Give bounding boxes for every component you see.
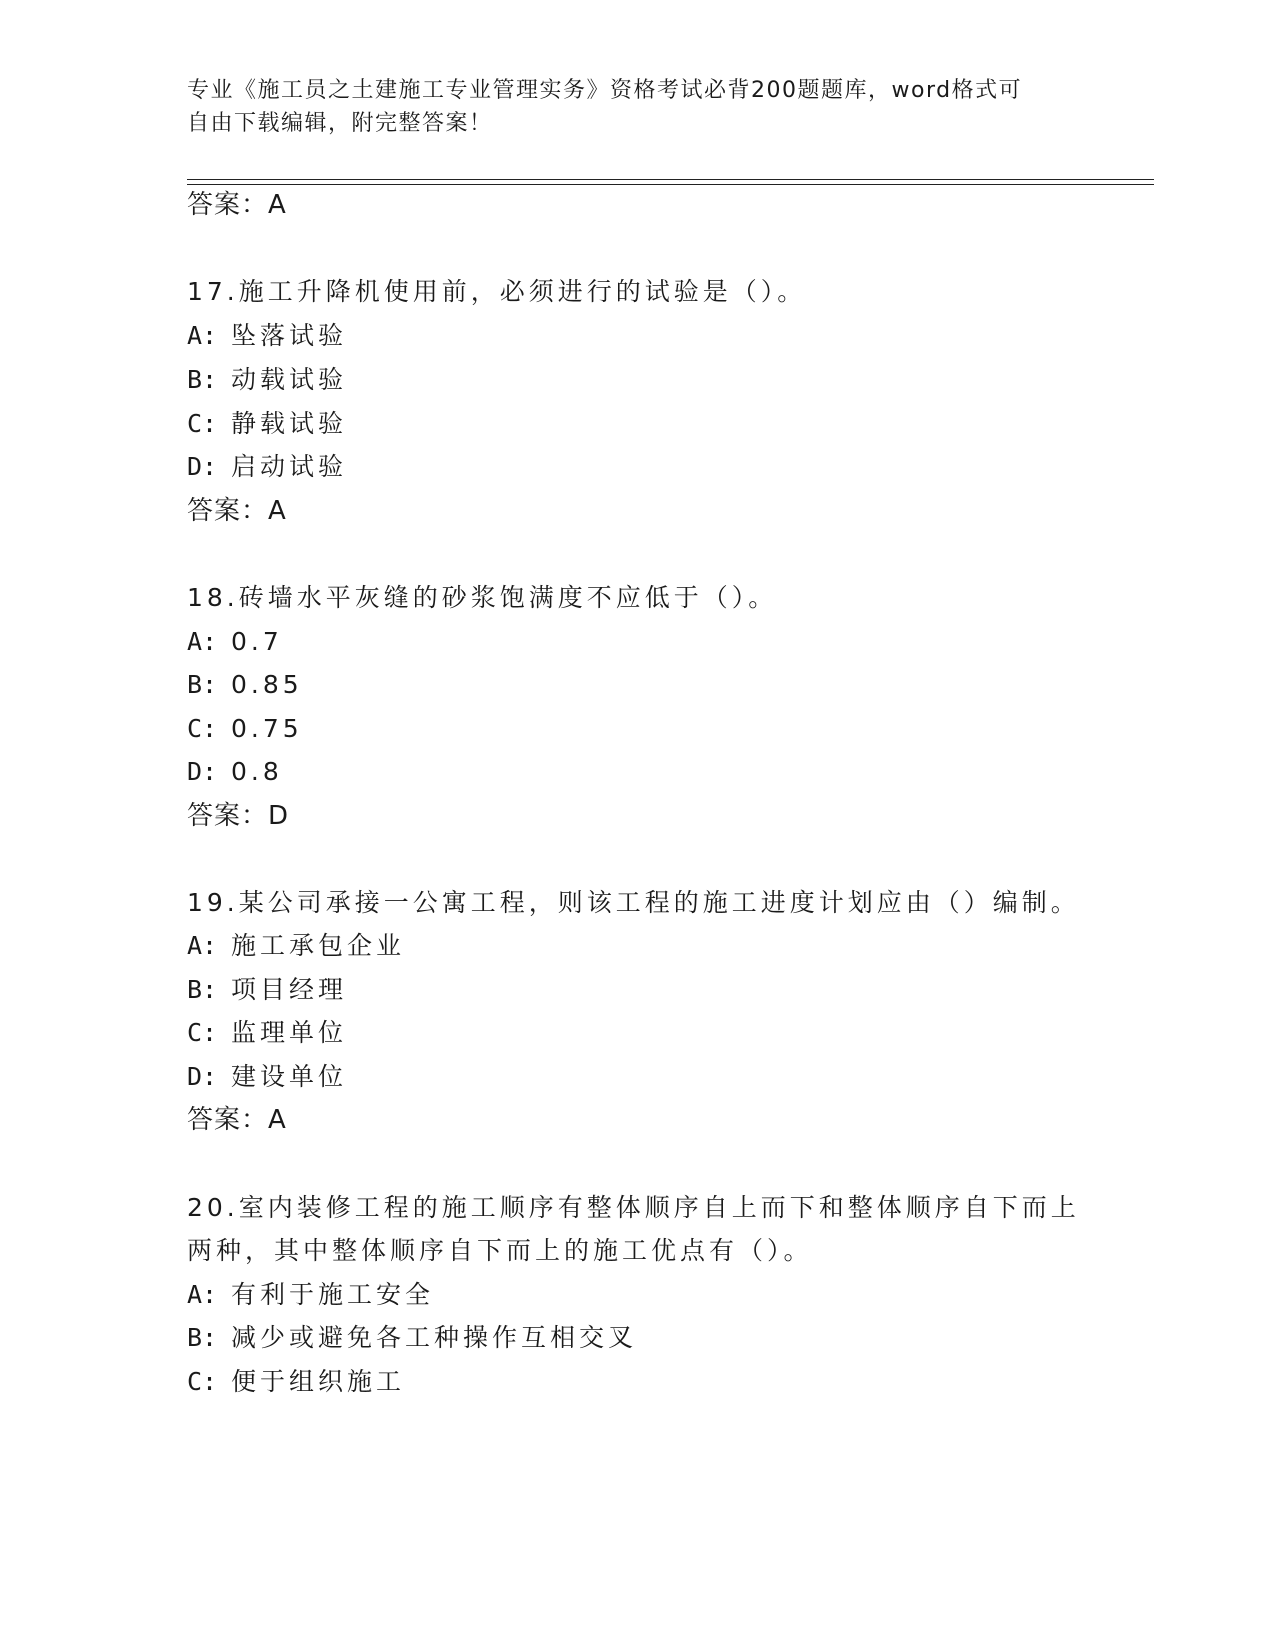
answer-value: A [268, 190, 287, 220]
answer-line [187, 801, 289, 831]
option-text: 0.85 [231, 670, 303, 699]
option-item [187, 670, 303, 700]
option-text: 有利于施工安全 [231, 1280, 435, 1309]
answer-value: D [268, 801, 290, 831]
option-text: 启动试验 [231, 452, 348, 481]
option-text: 静载试验 [231, 409, 348, 438]
option-text: 减少或避免各工种操作互相交叉 [231, 1323, 638, 1352]
question-number: 18. [187, 583, 239, 612]
question-text: 某公司承接一公寓工程，则该工程的施工进度计划应由（）编制。 [238, 888, 1080, 917]
option-text: 项目经理 [231, 975, 348, 1004]
option-item [187, 409, 347, 439]
option-label: D: [187, 452, 218, 481]
option-item [187, 365, 347, 395]
option-label: D: [187, 757, 218, 786]
option-label: B: [187, 365, 218, 394]
option-item [187, 975, 347, 1005]
question-text: 施工升降机使用前，必须进行的试验是（）。 [238, 277, 807, 306]
header-divider-top [187, 179, 1154, 180]
answer-label: 答案： [187, 496, 269, 526]
question-text: 砖墙水平灰缝的砂浆饱满度不应低于（）。 [238, 583, 778, 612]
answer-label: 答案： [187, 190, 269, 220]
header-line-2: 自由下载编辑，附完整答案！ [187, 111, 493, 136]
option-label: A: [187, 627, 218, 656]
question-stem [187, 277, 806, 307]
header-line-1: 专业《施工员之土建施工专业管理实务》资格考试必背200题题库，word格式可 [187, 78, 1023, 103]
option-label: C: [187, 1367, 218, 1396]
option-item [187, 931, 405, 961]
answer-label: 答案： [187, 801, 269, 831]
answer-line [187, 1105, 287, 1135]
option-text: 0.7 [231, 627, 283, 656]
question-stem-continued [187, 1236, 813, 1266]
option-label: C: [187, 1018, 218, 1047]
option-text: 监理单位 [231, 1018, 348, 1047]
option-item [187, 627, 283, 657]
option-label: A: [187, 1280, 218, 1309]
answer-label: 答案： [187, 1105, 269, 1135]
header-divider-bottom [187, 184, 1154, 185]
option-text: 施工承包企业 [231, 931, 406, 960]
question-text-line-1: 室内装修工程的施工顺序有整体顺序自上而下和整体顺序自下而上 [238, 1193, 1080, 1222]
option-label: B: [187, 975, 218, 1004]
option-item [187, 452, 347, 482]
option-text: 便于组织施工 [231, 1367, 406, 1396]
option-text: 0.8 [231, 757, 283, 786]
option-item [187, 1062, 347, 1092]
question-stem [187, 888, 1080, 918]
question-stem [187, 583, 777, 613]
option-item [187, 714, 303, 744]
option-item [187, 321, 347, 351]
option-text: 0.75 [231, 714, 303, 743]
option-label: A: [187, 321, 218, 350]
answer-value: A [268, 1105, 287, 1135]
question-number: 17. [187, 277, 239, 306]
option-label: B: [187, 1323, 218, 1352]
question-number: 19. [187, 888, 239, 917]
answer-line [187, 496, 287, 526]
option-item [187, 1367, 405, 1397]
document-header [187, 74, 1067, 140]
answer-line [187, 190, 287, 220]
option-item [187, 757, 283, 787]
question-number: 20. [187, 1193, 239, 1222]
option-text: 坠落试验 [231, 321, 348, 350]
option-label: B: [187, 670, 218, 699]
option-label: C: [187, 714, 218, 743]
question-text-line-2: 两种，其中整体顺序自下而上的施工优点有（）。 [187, 1236, 813, 1265]
option-label: A: [187, 931, 218, 960]
option-item [187, 1323, 637, 1353]
option-label: D: [187, 1062, 218, 1091]
option-text: 动载试验 [231, 365, 348, 394]
option-item [187, 1018, 347, 1048]
question-stem [187, 1193, 1080, 1223]
option-label: C: [187, 409, 218, 438]
answer-value: A [268, 496, 287, 526]
option-text: 建设单位 [231, 1062, 348, 1091]
option-item [187, 1280, 434, 1310]
